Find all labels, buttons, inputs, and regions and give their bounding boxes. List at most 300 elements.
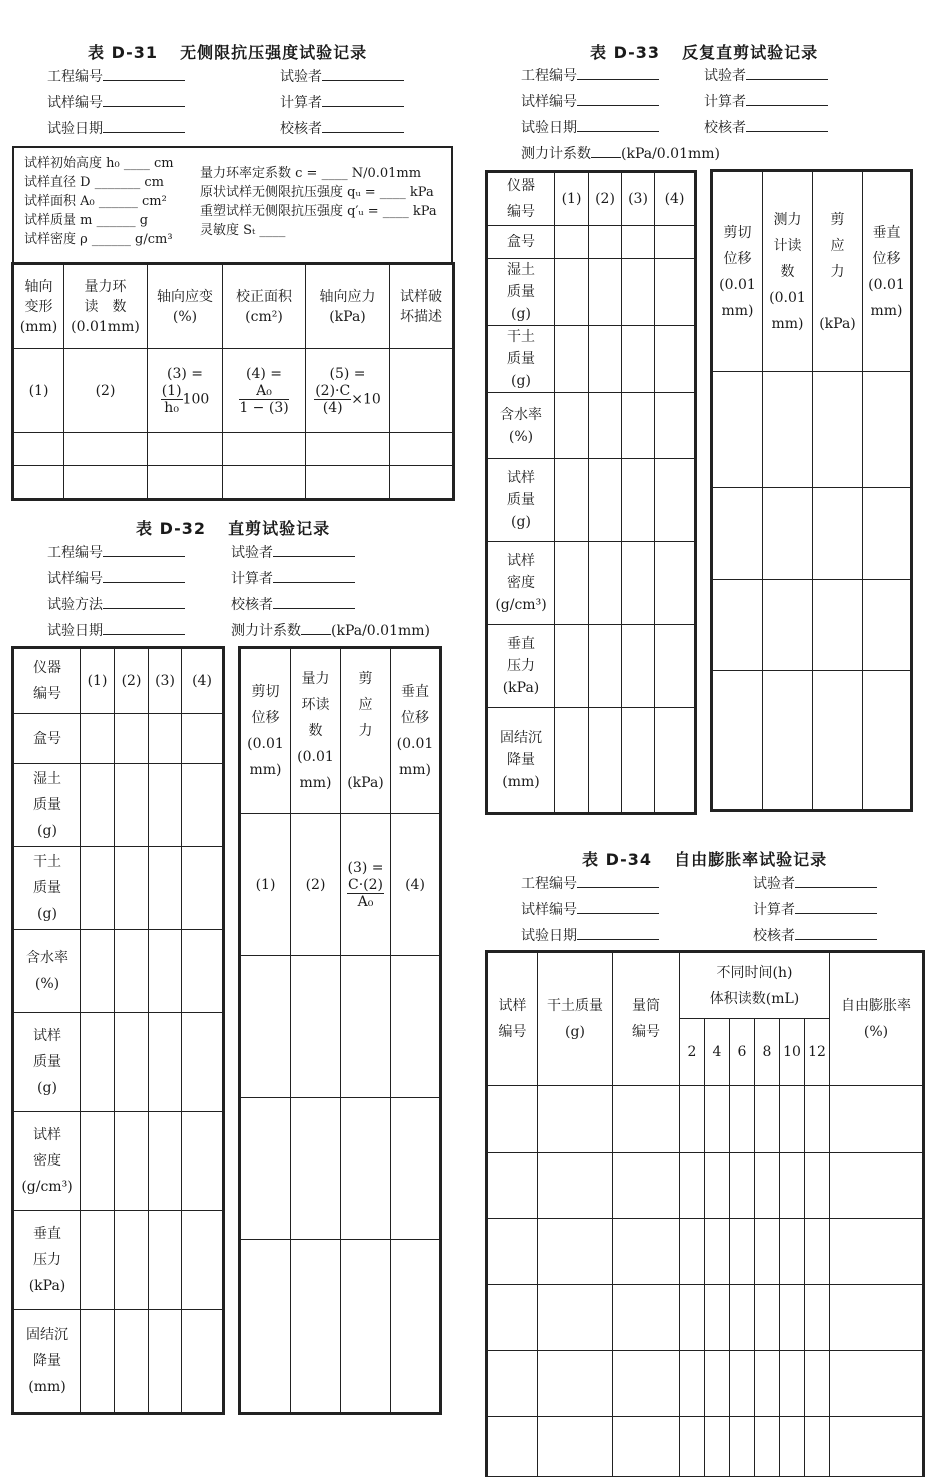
cell[interactable] (149, 1310, 182, 1413)
cell[interactable] (755, 1086, 780, 1153)
d33-field-date[interactable] (521, 115, 720, 141)
cell[interactable] (622, 459, 655, 542)
d33-field-coef[interactable] (521, 141, 720, 167)
cell[interactable] (830, 1351, 923, 1417)
row-label: 干土 质量 (g) (488, 326, 555, 393)
cell[interactable] (149, 1112, 182, 1211)
cell[interactable] (589, 625, 622, 708)
d31-field-tester[interactable] (280, 64, 404, 90)
d33-code: 表 D-33 (590, 43, 661, 62)
cell[interactable] (830, 1219, 923, 1285)
unit: (kPa/0.01mm) (621, 146, 720, 162)
cell[interactable] (830, 1153, 923, 1219)
cell[interactable] (149, 930, 182, 1013)
cell[interactable] (680, 1219, 705, 1285)
cell[interactable] (149, 764, 182, 847)
d33-field-checker[interactable] (704, 115, 828, 141)
cell[interactable] (115, 714, 149, 764)
d32-title (136, 516, 330, 539)
table-row (14, 847, 223, 930)
cell[interactable] (223, 466, 306, 499)
d33-col-4: (4) (655, 173, 695, 226)
cell[interactable] (81, 847, 115, 930)
d32-field-date[interactable] (47, 618, 185, 644)
d31-field-sample[interactable] (47, 90, 185, 116)
cell[interactable] (182, 1211, 223, 1310)
row-label: 含水率 (%) (14, 930, 81, 1013)
d34-code: 表 D-34 (582, 850, 653, 869)
cell[interactable] (182, 714, 223, 764)
label: 测力计系数 (521, 146, 591, 162)
cell[interactable] (705, 1351, 730, 1417)
cell[interactable] (241, 956, 291, 1098)
d31-title-text: 无侧限抗压强度试验记录 (180, 43, 368, 62)
cell[interactable] (115, 930, 149, 1013)
d31-header-row (14, 265, 453, 349)
cell[interactable] (813, 671, 863, 810)
cell[interactable] (780, 1086, 805, 1153)
cell[interactable] (813, 372, 863, 488)
cell[interactable] (64, 433, 148, 466)
d31-field-date[interactable] (47, 116, 185, 142)
cell[interactable] (613, 1285, 680, 1351)
cell[interactable] (863, 671, 911, 810)
row-label: 盒号 (14, 714, 81, 764)
cell[interactable] (755, 1285, 780, 1351)
table-row (713, 580, 911, 671)
cell[interactable] (813, 580, 863, 671)
row-label: 含水率 (%) (488, 393, 555, 459)
table-row (14, 1013, 223, 1112)
cell[interactable] (680, 1351, 705, 1417)
d31-field-checker[interactable] (280, 116, 404, 142)
table-row (488, 1351, 923, 1417)
cell[interactable] (613, 1417, 680, 1477)
d34-header-time-group: 不同时间(h) 体积读数(mL) (680, 953, 830, 1019)
d32-code: 表 D-32 (136, 519, 207, 538)
cell[interactable] (555, 326, 589, 393)
d31-cell[interactable] (390, 349, 453, 433)
cell[interactable] (655, 625, 695, 708)
cell[interactable] (81, 1310, 115, 1413)
label: 试样编号 (521, 902, 577, 918)
d33-header-gauge: 测力 计读 数 (0.01 mm) (763, 172, 813, 372)
label: 试样编号 (47, 95, 103, 111)
d34-time-8: 8 (755, 1019, 780, 1086)
cell[interactable] (182, 930, 223, 1013)
cell[interactable] (182, 1112, 223, 1211)
param-a0: 试样面积 A₀ ______ cm² (24, 194, 167, 209)
d34-field-sample[interactable] (521, 897, 659, 923)
cell[interactable] (705, 1153, 730, 1219)
d32-col-1: (1) (81, 649, 115, 714)
cell[interactable] (730, 1417, 755, 1477)
cell[interactable] (555, 708, 589, 813)
cell[interactable] (341, 1240, 391, 1413)
d33-header-vert-disp: 垂直 位移 (0.01 mm) (863, 172, 911, 372)
d32-formula-3 (341, 814, 391, 956)
cell[interactable] (538, 1351, 613, 1417)
d33-header-shear-disp: 剪切 位移 (0.01 mm) (713, 172, 763, 372)
d33-field-calculator[interactable] (704, 89, 828, 115)
cell[interactable] (613, 1351, 680, 1417)
numerator: A₀ (239, 383, 288, 400)
cell[interactable] (241, 1240, 291, 1413)
cell[interactable] (622, 226, 655, 259)
d31-params-right (200, 164, 437, 240)
d31-field-project[interactable] (47, 64, 185, 90)
cell[interactable] (306, 466, 390, 499)
d34-header-sample-no: 试样 编号 (488, 953, 538, 1086)
cell[interactable] (148, 433, 223, 466)
table-row (14, 433, 453, 466)
d32-formula-row (241, 814, 440, 956)
cell[interactable] (755, 1417, 780, 1477)
cell[interactable] (655, 542, 695, 625)
cell[interactable] (680, 1153, 705, 1219)
cell[interactable] (223, 433, 306, 466)
cell[interactable] (538, 1086, 613, 1153)
cell[interactable] (538, 1417, 613, 1477)
cell[interactable] (555, 259, 589, 326)
cell[interactable] (713, 372, 763, 488)
cell[interactable] (390, 466, 453, 499)
cell[interactable] (622, 708, 655, 813)
cell[interactable] (81, 764, 115, 847)
table-row (488, 1417, 923, 1477)
cell[interactable] (622, 393, 655, 459)
cell[interactable] (763, 372, 813, 488)
label: 校核者 (753, 928, 795, 944)
label: 试样编号 (47, 571, 103, 587)
cell[interactable] (863, 580, 911, 671)
d31-header-deform: 轴向 变形 (mm) (14, 265, 64, 349)
d33-title (590, 40, 818, 63)
d33-field-tester[interactable] (704, 63, 828, 89)
d33-field-sample[interactable] (521, 89, 720, 115)
table-row (488, 708, 695, 813)
d32-meta-right (231, 540, 430, 644)
table-row (241, 956, 440, 1098)
cell[interactable] (813, 488, 863, 580)
table-row (14, 764, 223, 847)
cell[interactable] (805, 1219, 830, 1285)
cell[interactable] (655, 259, 695, 326)
table-row (241, 1098, 440, 1240)
cell[interactable] (115, 1211, 149, 1310)
d31-meta-right (280, 64, 404, 142)
d33-header-shear-stress: 剪 应 力 (kPa) (813, 172, 863, 372)
d32-field-calculator[interactable] (231, 566, 430, 592)
d32-field-method[interactable] (47, 592, 185, 618)
cell[interactable] (655, 326, 695, 393)
cell[interactable] (390, 433, 453, 466)
row-label: 盒号 (488, 226, 555, 259)
row-label: 试样 密度 (g/cm³) (14, 1112, 81, 1211)
cell[interactable] (589, 393, 622, 459)
cell[interactable] (730, 1153, 755, 1219)
cell[interactable] (613, 1086, 680, 1153)
cell[interactable] (149, 847, 182, 930)
table-row (488, 953, 923, 1019)
cell[interactable] (730, 1285, 755, 1351)
d32-field-project[interactable] (47, 540, 185, 566)
d32-meta-left (47, 540, 185, 644)
row-label: 固结沉 降量 (mm) (488, 708, 555, 813)
cell[interactable] (705, 1417, 730, 1477)
cell[interactable] (538, 1219, 613, 1285)
d34-meta-right (753, 871, 877, 949)
cell[interactable] (182, 1310, 223, 1413)
cell[interactable] (115, 1310, 149, 1413)
table-row (241, 649, 440, 814)
d32-field-checker[interactable] (231, 592, 430, 618)
d31-field-calculator[interactable] (280, 90, 404, 116)
formula-lhs: (3) = (166, 366, 203, 382)
cell[interactable] (14, 433, 64, 466)
cell[interactable] (182, 1013, 223, 1112)
cell[interactable] (680, 1417, 705, 1477)
cell[interactable] (805, 1417, 830, 1477)
cell[interactable] (622, 625, 655, 708)
row-label: 试样 密度 (g/cm³) (488, 542, 555, 625)
cell[interactable] (555, 226, 589, 259)
d32-col-4: (4) (182, 649, 223, 714)
cell[interactable] (705, 1285, 730, 1351)
cell[interactable] (805, 1351, 830, 1417)
cell[interactable] (755, 1351, 780, 1417)
d31-formula-2: (2) (64, 349, 148, 433)
table-row (488, 173, 695, 226)
cell[interactable] (622, 259, 655, 326)
denominator: h₀ (164, 400, 179, 416)
cell[interactable] (149, 1211, 182, 1310)
cell[interactable] (830, 1417, 923, 1477)
label: 校核者 (280, 121, 322, 137)
d31-formula-3 (148, 349, 223, 433)
cell[interactable] (655, 459, 695, 542)
cell[interactable] (763, 580, 813, 671)
cell[interactable] (115, 847, 149, 930)
d34-field-tester[interactable] (753, 871, 877, 897)
d34-time-6: 6 (730, 1019, 755, 1086)
cell[interactable] (780, 1285, 805, 1351)
cell[interactable] (589, 326, 622, 393)
cell[interactable] (713, 671, 763, 810)
cell[interactable] (705, 1219, 730, 1285)
cell[interactable] (780, 1351, 805, 1417)
cell[interactable] (391, 956, 440, 1098)
table-row (488, 1285, 923, 1351)
cell[interactable] (555, 459, 589, 542)
label: 计算者 (231, 571, 273, 587)
row-label: 干土 质量 (g) (14, 847, 81, 930)
cell[interactable] (613, 1219, 680, 1285)
cell[interactable] (341, 1098, 391, 1240)
cell[interactable] (730, 1351, 755, 1417)
cell[interactable] (182, 847, 223, 930)
cell[interactable] (805, 1086, 830, 1153)
cell[interactable] (589, 226, 622, 259)
cell[interactable] (705, 1086, 730, 1153)
table-row (14, 1112, 223, 1211)
cell[interactable] (680, 1285, 705, 1351)
param-qu-remolded: 重塑试样无侧限抗压强度 q′ᵤ = ____ kPa (200, 204, 437, 219)
cell[interactable] (488, 1153, 538, 1219)
d33-left-table (487, 172, 695, 813)
cell[interactable] (241, 1098, 291, 1240)
d31-code: 表 D-31 (88, 43, 159, 62)
label: 计算者 (280, 95, 322, 111)
d31-header-failure: 试样破 坏描述 (390, 265, 453, 349)
table-row (713, 372, 911, 488)
table-row (488, 625, 695, 708)
cell[interactable] (589, 259, 622, 326)
cell[interactable] (391, 1240, 440, 1413)
cell[interactable] (780, 1153, 805, 1219)
cell[interactable] (81, 930, 115, 1013)
d32-right-table (240, 648, 440, 1413)
cell[interactable] (830, 1285, 923, 1351)
cell[interactable] (655, 226, 695, 259)
cell[interactable] (488, 1086, 538, 1153)
cell[interactable] (589, 459, 622, 542)
cell[interactable] (555, 393, 589, 459)
table-row (488, 542, 695, 625)
table-row (713, 488, 911, 580)
table-row (14, 649, 223, 714)
d33-col-1: (1) (555, 173, 589, 226)
cell[interactable] (863, 372, 911, 488)
cell[interactable] (755, 1153, 780, 1219)
d32-field-coef[interactable] (231, 618, 430, 644)
d32-field-sample[interactable] (47, 566, 185, 592)
cell[interactable] (291, 956, 341, 1098)
cell[interactable] (149, 1013, 182, 1112)
cell[interactable] (306, 433, 390, 466)
cell[interactable] (763, 488, 813, 580)
table-row (488, 459, 695, 542)
d34-time-4: 4 (705, 1019, 730, 1086)
d31-header-area: 校正面积 (cm²) (223, 265, 306, 349)
d34-header-cylinder-no: 量筒 编号 (613, 953, 680, 1086)
d32-field-tester[interactable] (231, 540, 430, 566)
d34-field-date[interactable] (521, 923, 659, 949)
d34-field-project[interactable] (521, 871, 659, 897)
cell[interactable] (538, 1153, 613, 1219)
cell[interactable] (680, 1086, 705, 1153)
cell[interactable] (589, 708, 622, 813)
cell[interactable] (488, 1285, 538, 1351)
d32-header-shear-disp: 剪切 位移 (0.01 mm) (241, 649, 291, 814)
cell[interactable] (115, 1112, 149, 1211)
cell[interactable] (655, 393, 695, 459)
cell[interactable] (763, 671, 813, 810)
table-row (713, 172, 911, 372)
cell[interactable] (589, 542, 622, 625)
d34-field-checker[interactable] (753, 923, 877, 949)
cell[interactable] (64, 466, 148, 499)
d34-table (487, 952, 923, 1477)
cell[interactable] (622, 326, 655, 393)
cell[interactable] (780, 1219, 805, 1285)
d34-header-rate: 自由膨胀率 (%) (830, 953, 923, 1086)
d31-formula-4 (223, 349, 306, 433)
numerator: C·(2) (348, 877, 383, 893)
cell[interactable] (81, 714, 115, 764)
denominator: A₀ (357, 894, 374, 910)
cell[interactable] (755, 1219, 780, 1285)
fraction (314, 383, 351, 416)
cell[interactable] (182, 764, 223, 847)
cell[interactable] (713, 580, 763, 671)
cell[interactable] (555, 625, 589, 708)
cell[interactable] (115, 1013, 149, 1112)
cell[interactable] (488, 1351, 538, 1417)
cell[interactable] (391, 1098, 440, 1240)
cell[interactable] (14, 466, 64, 499)
d32-formula-1: (1) (241, 814, 291, 956)
cell[interactable] (81, 1112, 115, 1211)
label: 试验日期 (47, 623, 103, 639)
cell[interactable] (291, 1240, 341, 1413)
cell[interactable] (291, 1098, 341, 1240)
denominator: (4) (322, 400, 343, 416)
cell[interactable] (488, 1219, 538, 1285)
cell[interactable] (730, 1086, 755, 1153)
cell[interactable] (780, 1417, 805, 1477)
row-label: 固结沉 降量 (mm) (14, 1310, 81, 1413)
row-label: 垂直 压力 (kPa) (14, 1211, 81, 1310)
label: 试验日期 (521, 928, 577, 944)
cell[interactable] (488, 1417, 538, 1477)
cell[interactable] (863, 488, 911, 580)
d33-title-text: 反复直剪试验记录 (682, 43, 819, 62)
cell[interactable] (830, 1086, 923, 1153)
cell[interactable] (341, 956, 391, 1098)
row-label: 试样 质量 (g) (488, 459, 555, 542)
cell[interactable] (115, 764, 149, 847)
d33-field-project[interactable] (521, 63, 720, 89)
label: 试验日期 (521, 120, 577, 136)
cell[interactable] (655, 708, 695, 813)
table-row (488, 1086, 923, 1153)
cell[interactable] (730, 1219, 755, 1285)
fraction (161, 383, 183, 416)
table-row (488, 326, 695, 393)
label: 工程编号 (47, 69, 103, 85)
cell[interactable] (555, 542, 589, 625)
cell[interactable] (805, 1285, 830, 1351)
label: 试验者 (704, 68, 746, 84)
d32-left-table (13, 648, 223, 1413)
d34-field-calculator[interactable] (753, 897, 877, 923)
cell[interactable] (622, 542, 655, 625)
cell[interactable] (149, 714, 182, 764)
cell[interactable] (148, 466, 223, 499)
d31-formula-1: (1) (14, 349, 64, 433)
d32-header-shear-stress: 剪 应 力 (kPa) (341, 649, 391, 814)
cell[interactable] (81, 1013, 115, 1112)
cell[interactable] (538, 1285, 613, 1351)
cell[interactable] (805, 1153, 830, 1219)
cell[interactable] (81, 1211, 115, 1310)
d31-title (88, 40, 367, 63)
cell[interactable] (613, 1153, 680, 1219)
cell[interactable] (713, 488, 763, 580)
table-row (14, 1310, 223, 1413)
label: 试验方法 (47, 597, 103, 613)
